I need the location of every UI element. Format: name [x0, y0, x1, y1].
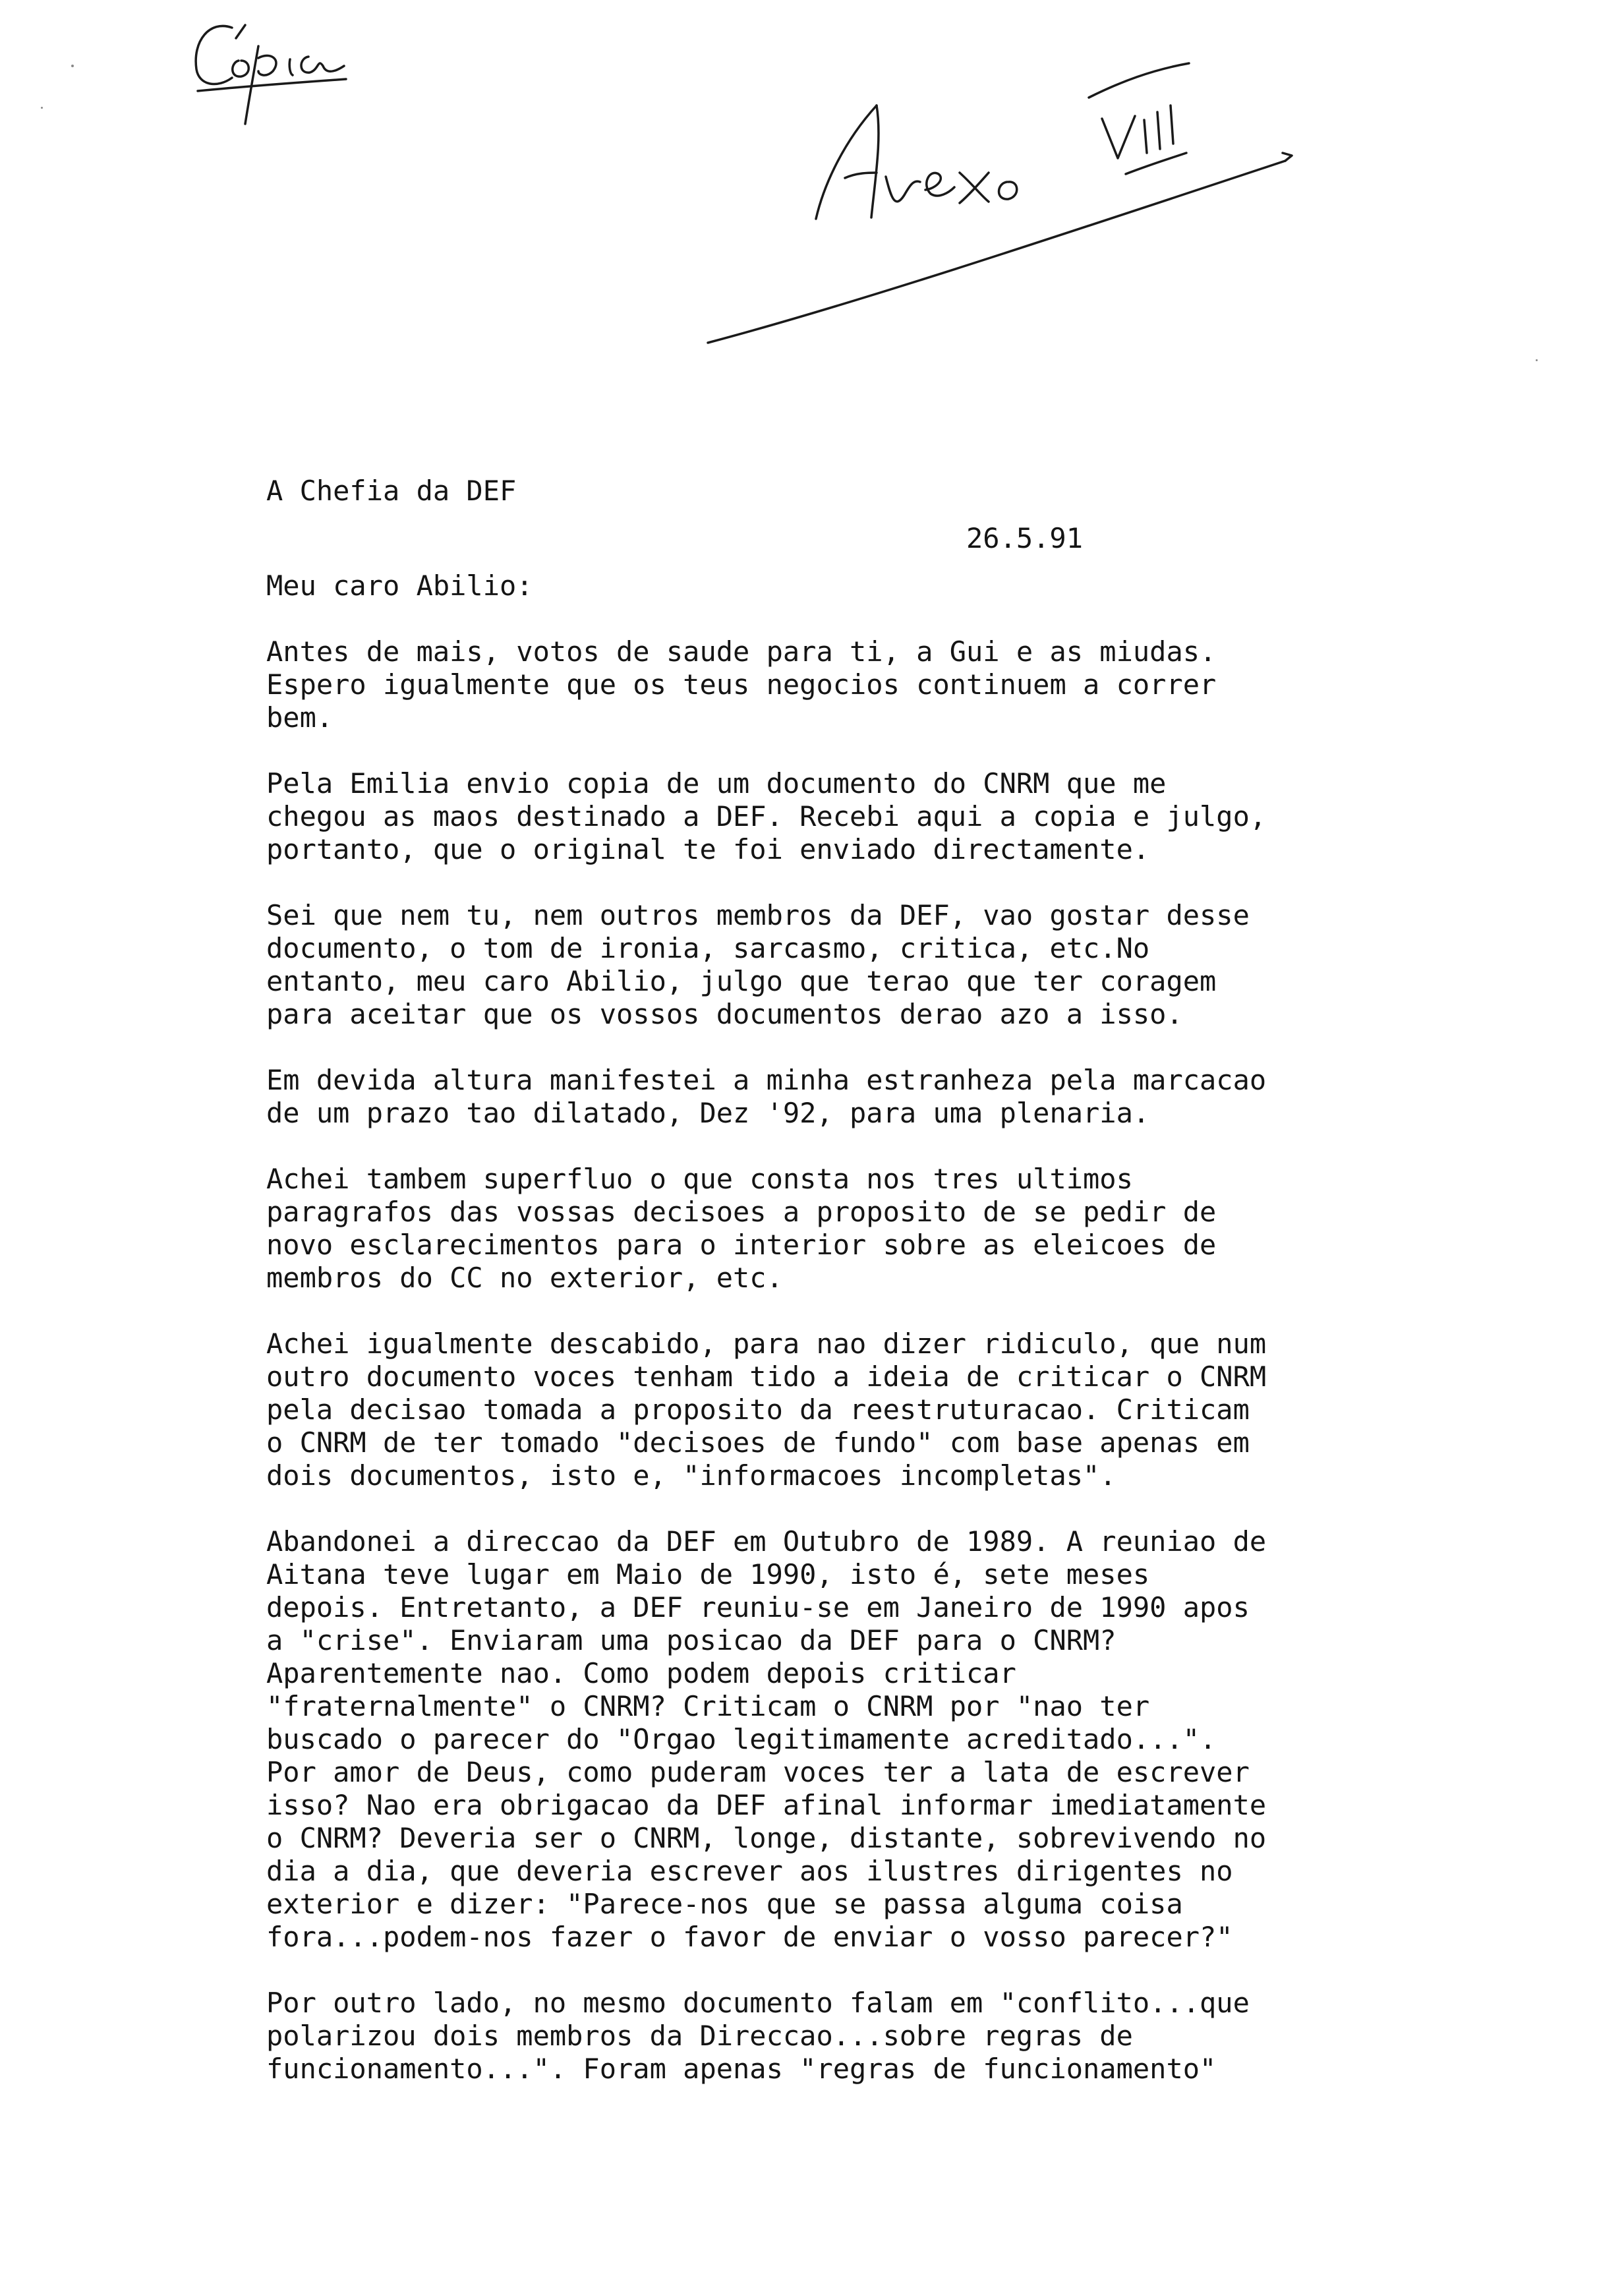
scan-speck: [41, 107, 43, 109]
text-line: outro documento voces tenham tido a ideia de criticar o CNRM: [266, 1360, 1267, 1393]
text-line: polarizou dois membros da Direccao...sobre regras de: [266, 2020, 1133, 2052]
paragraph: [266, 1064, 1519, 1130]
text-line: chegou as maos destinado a DEF. Recebi aqui a copia e julgo,: [266, 800, 1267, 832]
handwritten-annotations: [0, 0, 1624, 395]
text-line: o CNRM de ter tomado "decisoes de fundo" com base apenas em: [266, 1426, 1250, 1459]
paragraph: [266, 899, 1519, 1031]
text-line: "fraternalmente" o CNRM? Criticam o CNRM por "nao ter: [266, 1690, 1150, 1722]
text-line: Aparentemente nao. Como podem depois criticar: [266, 1657, 1016, 1689]
text-line: Achei tambem superfluo o que consta nos tres ultimos: [266, 1163, 1133, 1195]
paragraph: [266, 635, 1519, 734]
text-line: Por outro lado, no mesmo documento falam em "conflito...que: [266, 1987, 1250, 2019]
salutation: Meu caro Abilio:: [266, 570, 533, 602]
letter-body: [266, 475, 1519, 2086]
text-line: Sei que nem tu, nem outros membros da DEF, vao gostar desse: [266, 899, 1250, 931]
scan-speck: [71, 65, 74, 67]
letter-date: 26.5.91: [966, 522, 1084, 554]
text-line: de um prazo tao dilatado, Dez '92, para uma plenaria.: [266, 1097, 1150, 1129]
scan-speck: [1536, 359, 1538, 361]
text-line: isso? Nao era obrigacao da DEF afinal informar imediatamente: [266, 1789, 1267, 1821]
text-line: Abandonei a direccao da DEF em Outubro de 1989. A reuniao de: [266, 1525, 1267, 1558]
text-line: depois. Entretanto, a DEF reuniu-se em Janeiro de 1990 apos: [266, 1591, 1250, 1623]
text-line: paragrafos das vossas decisoes a proposito de se pedir de: [266, 1196, 1217, 1228]
text-line: exterior e dizer: "Parece-nos que se passa alguma coisa: [266, 1888, 1183, 1920]
text-line: funcionamento...". Foram apenas "regras de funcionamento": [266, 2053, 1217, 2085]
paragraph: [266, 1987, 1519, 2086]
text-line: Pela Emilia envio copia de um documento do CNRM que me: [266, 767, 1167, 800]
text-line: novo esclarecimentos para o interior sobre as eleicoes de: [266, 1229, 1217, 1261]
text-line: o CNRM? Deveria ser o CNRM, longe, distante, sobrevivendo no: [266, 1822, 1267, 1854]
text-line: buscado o parecer do "Orgao legitimamente acreditado...".: [266, 1723, 1217, 1755]
recipient-line: A Chefia da DEF: [266, 475, 517, 507]
text-line: Aitana teve lugar em Maio de 1990, isto é, sete meses: [266, 1558, 1150, 1591]
text-line: documento, o tom de ironia, sarcasmo, critica, etc.No: [266, 932, 1150, 964]
text-line: entanto, meu caro Abilio, julgo que terao que ter coragem: [266, 965, 1217, 997]
text-line: bem.: [266, 701, 334, 734]
text-line: a "crise". Enviaram uma posicao da DEF para o CNRM?: [266, 1624, 1116, 1656]
paragraph: [266, 767, 1519, 866]
handwritten-anexo-viii: [708, 63, 1292, 343]
text-line: membros do CC no exterior, etc.: [266, 1262, 783, 1294]
text-line: dia a dia, que deveria escrever aos ilustres dirigentes no: [266, 1855, 1233, 1887]
text-line: Em devida altura manifestei a minha estranheza pela marcacao: [266, 1064, 1267, 1096]
text-line: Espero igualmente que os teus negocios continuem a correr: [266, 668, 1217, 701]
paragraph: [266, 1163, 1519, 1295]
handwritten-copia: [196, 25, 346, 124]
paragraph: [266, 1328, 1519, 1492]
text-line: para aceitar que os vossos documentos derao azo a isso.: [266, 998, 1183, 1030]
paragraph: [266, 1525, 1519, 1954]
text-line: Achei igualmente descabido, para nao dizer ridiculo, que num: [266, 1328, 1267, 1360]
text-line: fora...podem-nos fazer o favor de enviar o vosso parecer?": [266, 1921, 1233, 1953]
text-line: Por amor de Deus, como puderam voces ter a lata de escrever: [266, 1756, 1250, 1788]
text-line: dois documentos, isto e, "informacoes incompletas".: [266, 1459, 1116, 1492]
text-line: portanto, que o original te foi enviado directamente.: [266, 833, 1150, 865]
text-line: Antes de mais, votos de saude para ti, a Gui e as miudas.: [266, 635, 1217, 668]
text-line: pela decisao tomada a proposito da reestruturacao. Criticam: [266, 1393, 1250, 1426]
